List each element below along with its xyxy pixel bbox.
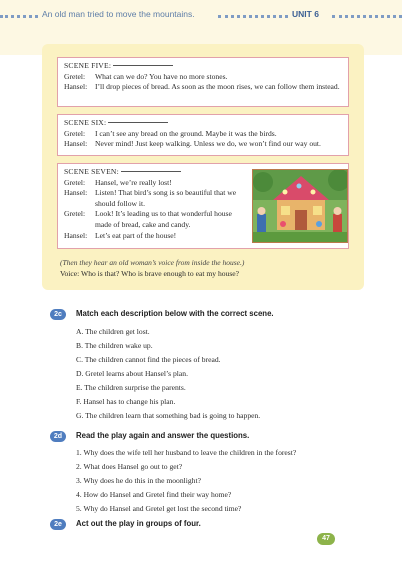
voice-line: Voice: Who is that? Who is brave enough to eat my house?: [60, 269, 240, 278]
exercise-badge-2c: 2c: [50, 309, 66, 320]
dialogue-text: Listen! That bird’s song is so beautiful that we should follow it.: [95, 188, 237, 208]
scene-title: SCENE SIX:: [64, 118, 342, 129]
dialogue-text: Look! It’s leading us to that wonderful house made of bread, cake and candy.: [95, 209, 232, 229]
dialogue-line: [64, 139, 342, 150]
exercise-badge-2e: 2e: [50, 519, 66, 530]
speaker: Gretel:: [64, 177, 86, 187]
speaker: Hansel:: [64, 188, 88, 198]
list-item: C. The children cannot find the pieces of bread.: [76, 355, 221, 364]
dialogue-text: I can’t see any bread on the ground. Maybe it was the birds.: [95, 128, 277, 138]
list-item: B. The children wake up.: [76, 341, 153, 350]
dialogue-text: I’ll drop pieces of bread. As soon as the moon rises, we can follow them instead.: [95, 82, 340, 92]
list-item: E. The children surprise the parents.: [76, 383, 186, 392]
stage-direction: (Then they hear an old woman’s voice from inside the house.): [60, 258, 245, 267]
list-item: 4. How do Hansel and Gretel find their way home?: [76, 490, 232, 499]
speaker: Gretel:: [64, 71, 86, 81]
header-dots-mid: [218, 15, 288, 18]
dialogue-line: [64, 209, 250, 230]
exercise-title: Act out the play in groups of four.: [76, 519, 201, 528]
exercise-title: Read the play again and answer the questions.: [76, 431, 250, 440]
dialogue-line: [64, 188, 250, 209]
dialogue-text: Hansel, we’re really lost!: [95, 177, 172, 187]
candy-house-illustration: [252, 169, 348, 243]
page-number: 47: [317, 533, 335, 545]
speaker: Hansel:: [64, 82, 88, 92]
header-title: An old man tried to move the mountains.: [42, 9, 195, 19]
list-item: 5. Why do Hansel and Gretel get lost the second time?: [76, 504, 242, 513]
exercise-badge-2d: 2d: [50, 431, 66, 442]
header-dots-right: [332, 15, 402, 18]
dialogue-line: [64, 72, 342, 83]
dialogue-line: [64, 231, 250, 242]
dialogue-text: What can we do? You have no more stones.: [95, 71, 228, 81]
speaker: Hansel:: [64, 139, 88, 149]
candy-house-image: [253, 170, 348, 243]
speaker: Gretel:: [64, 128, 86, 138]
dialogue-text: Never mind! Just keep walking. Unless we do, we won’t find our way out.: [95, 139, 321, 149]
dialogue-line: [64, 178, 250, 189]
list-item: 1. Why does the wife tell her husband to leave the children in the forest?: [76, 448, 297, 457]
list-item: F. Hansel has to change his plan.: [76, 397, 176, 406]
scene-title: SCENE FIVE:: [64, 61, 342, 72]
scene-title: SCENE SEVEN:: [64, 167, 342, 178]
list-item: G. The children learn that something bad is going to happen.: [76, 411, 261, 420]
scene-five-box: [57, 57, 349, 107]
speaker: Gretel:: [64, 209, 86, 219]
exercise-title: Match each description below with the correct scene.: [76, 309, 274, 318]
list-item: 3. Why does he do this in the moonlight?: [76, 476, 201, 485]
list-item: A. The children get lost.: [76, 327, 150, 336]
dialogue-text: Let’s eat part of the house!: [95, 230, 177, 240]
list-item: 2. What does Hansel go out to get?: [76, 462, 183, 471]
list-item: D. Gretel learns about Hansel’s plan.: [76, 369, 188, 378]
scene-six-box: [57, 114, 349, 156]
unit-label: UNIT 6: [292, 9, 319, 19]
dialogue-line: [64, 82, 342, 93]
dialogue-line: [64, 129, 342, 140]
speaker: Hansel:: [64, 230, 88, 240]
header-dots-left: [0, 15, 38, 18]
